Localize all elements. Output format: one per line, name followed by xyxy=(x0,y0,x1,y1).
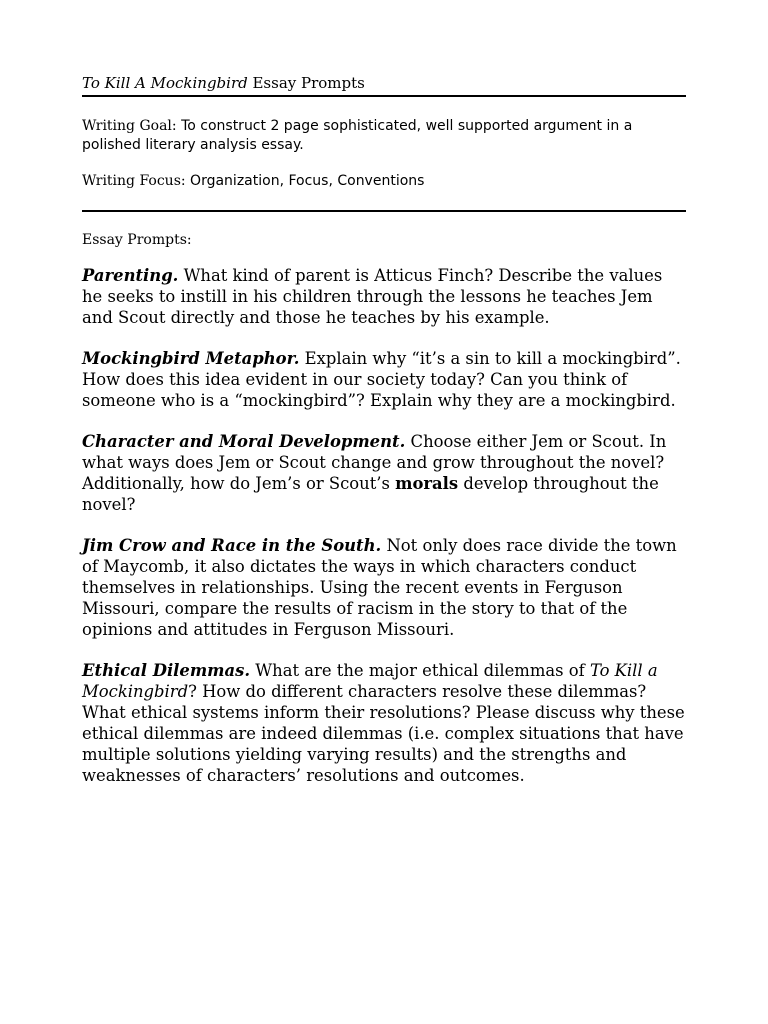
prompt-ethical-text-a: What are the major ethical dilemmas of xyxy=(250,661,590,680)
document-page xyxy=(82,72,686,786)
prompt-ethical-text-b: ? How do different characters resolve these dilemmas? What ethical systems inform their resolutions? Please discuss why these ethical dilemmas are indeed dilemmas (i.e. complex situations that have multiple solutions yielding varying results) and the strengths and weaknesses of characters’ resolutions and outcomes. xyxy=(82,682,685,785)
writing-focus-label: Writing Focus: xyxy=(82,173,186,189)
prompt-character-text-a: Choose either Jem or Scout. In what ways does Jem or Scout change and grow throughout the novel? Additionally, how do Jem’s or Scout’s xyxy=(82,432,667,493)
prompt-parenting-title: Parenting. xyxy=(82,266,179,285)
prompt-parenting xyxy=(82,265,686,328)
writing-goal-label: Writing Goal: xyxy=(82,118,177,134)
title-divider xyxy=(82,95,686,97)
prompt-jim-crow-text: Not only does race divide the town of Maycomb, it also dictates the ways in which characters conduct themselves in relationships. Using the recent events in Ferguson Missouri, compare the results of racism in the story to that of the opinions and attitudes in Ferguson Missouri. xyxy=(82,536,677,639)
prompt-mockingbird-text: Explain why “it’s a sin to kill a mockingbird”. How does this idea evident in our society today? Can you think of someone who is a “mockingbird”? Explain why they are a mockingbird. xyxy=(82,349,681,410)
prompt-character-bold-word: morals xyxy=(395,474,459,493)
prompt-jim-crow-title: Jim Crow and Race in the South. xyxy=(82,536,382,555)
prompt-character-title: Character and Moral Development. xyxy=(82,432,406,451)
section-divider xyxy=(82,210,686,212)
title-rest: Essay Prompts xyxy=(247,74,365,92)
writing-goal-text: To construct 2 page sophisticated, well supported argument in a polished literary analysis essay. xyxy=(82,118,633,153)
writing-focus xyxy=(82,172,686,191)
prompt-character xyxy=(82,431,686,515)
prompt-character-text-b: develop throughout the novel? xyxy=(82,474,659,514)
writing-goal xyxy=(82,117,686,155)
prompt-parenting-text: What kind of parent is Atticus Finch? Describe the values he seeks to instill in his children through the lessons he teaches Jem and Scout directly and those he teaches by his example. xyxy=(82,266,663,327)
prompt-mockingbird-title: Mockingbird Metaphor. xyxy=(82,349,300,368)
prompt-ethical xyxy=(82,660,686,786)
prompts-heading: Essay Prompts: xyxy=(82,232,192,248)
prompt-ethical-title: Ethical Dilemmas. xyxy=(82,661,251,680)
title-book-name: To Kill A Mockingbird xyxy=(82,74,248,92)
document-title xyxy=(82,72,686,95)
prompt-jim-crow xyxy=(82,535,686,640)
prompt-ethical-book-name: To Kill a Mockingbird xyxy=(82,661,658,701)
prompt-mockingbird xyxy=(82,348,686,411)
writing-focus-text: Organization, Focus, Conventions xyxy=(185,173,425,189)
